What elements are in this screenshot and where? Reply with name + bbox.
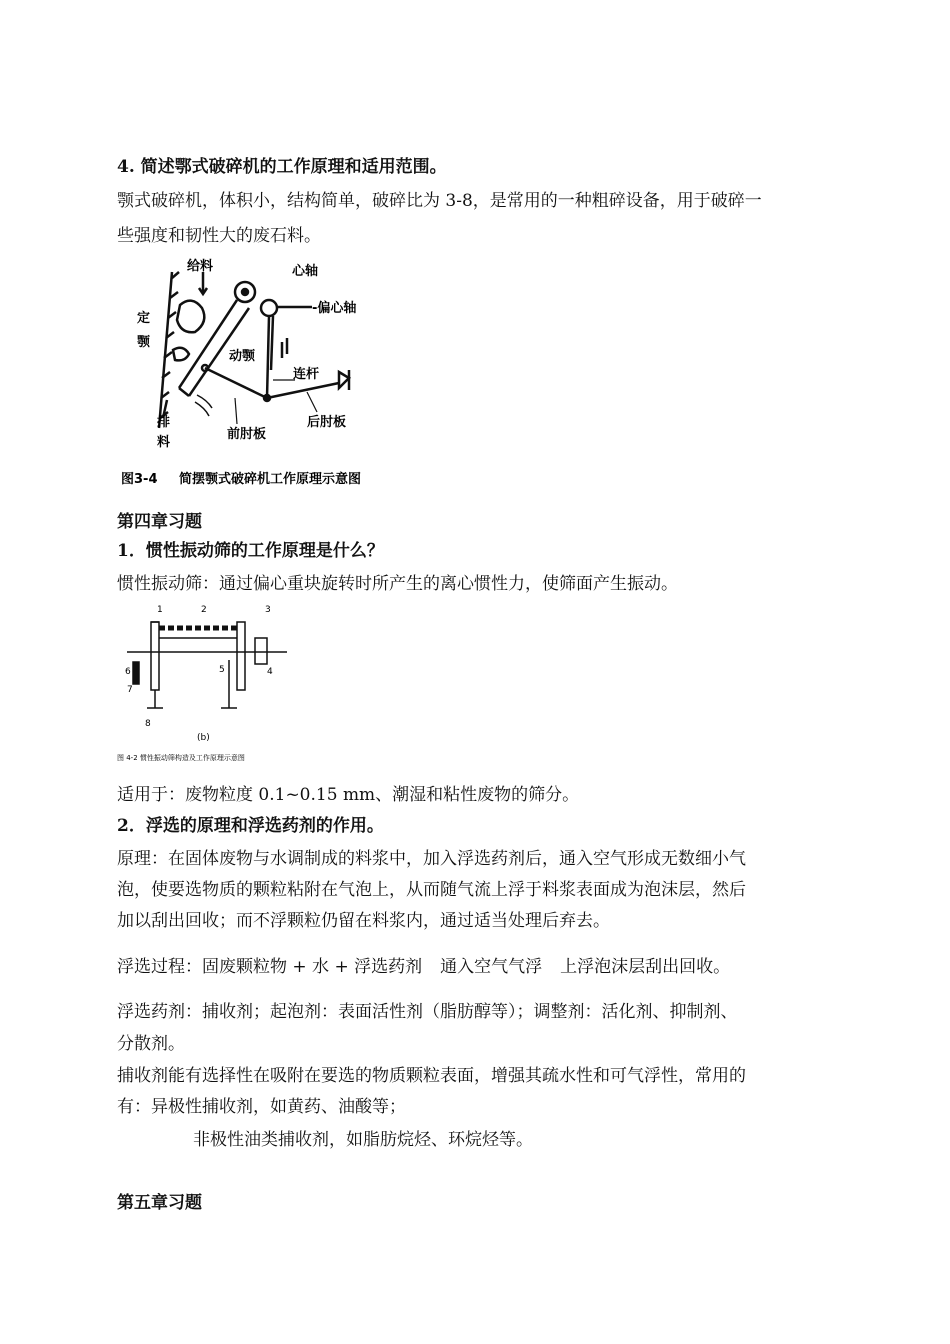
- jaw-crusher-figure: [117, 250, 417, 490]
- fig42-subfigure-label: (b): [197, 733, 210, 743]
- figure-4-2-caption: 图 4-2 惯性振动筛构造及工作原理示意图: [117, 754, 245, 762]
- fig42-num-2: 2: [201, 605, 207, 615]
- ch4-applicable-range: 适用于：废物粒度 0.1~0.15 mm、潮湿和粘性废物的筛分。: [117, 785, 580, 805]
- principle-line-3: 加以刮出回收；而不浮颗粒仍留在料浆内，通过适当处理后弃去。: [117, 911, 610, 931]
- agents-line-1: 浮选药剂：捕收剂；起泡剂：表面活性剂（脂肪醇等）；调整剂：活化剂、抑制剂、: [117, 1002, 738, 1022]
- principle-line-2: 泡，使要选物质的颗粒粘附在气泡上，从而随气流上浮于料浆表面成为泡沫层，然后: [117, 880, 746, 900]
- label-feed: 给料: [187, 259, 214, 274]
- collector-line-1: 捕收剂能有选择性在吸附在要选的物质颗粒表面，增强其疏水性和可气浮性，常用的: [117, 1066, 746, 1086]
- q4-title: 4. 简述鄂式破碎机的工作原理和适用范围。: [117, 157, 447, 177]
- flotation-process: [117, 957, 730, 977]
- chapter-5-title: 第五章习题: [117, 1193, 202, 1213]
- vibrating-screen-figure: [117, 600, 297, 765]
- flotation-process-step-3: 上浮泡沫层刮出回收。: [560, 957, 731, 977]
- flotation-process-step-1: 浮选过程：固废颗粒物 + 水 + 浮选药剂: [117, 957, 423, 977]
- fig42-num-3: 3: [265, 605, 271, 615]
- fig42-num-5: 5: [219, 665, 225, 675]
- label-rear-toggle: 后肘板: [307, 415, 347, 430]
- fig42-num-7: 7: [127, 685, 133, 695]
- label-shaft: 心轴: [292, 264, 319, 279]
- jaw-crusher-diagram: [117, 250, 417, 490]
- chapter-4-title: 第四章习题: [117, 512, 202, 532]
- fig42-num-4: 4: [267, 667, 273, 677]
- vibrating-screen-diagram: [117, 600, 297, 765]
- figure-3-4-caption: 简摆颚式破碎机工作原理示意图: [179, 472, 362, 487]
- fig42-num-6: 6: [125, 667, 131, 677]
- label-fixed-jaw-1: 定: [137, 311, 151, 326]
- figure-3-4-number: 图3-4: [121, 472, 158, 487]
- label-connecting-rod: 连杆: [293, 367, 320, 382]
- label-eccentric-shaft: -偏心轴: [312, 301, 357, 316]
- label-discharge-1: 排: [157, 415, 171, 430]
- label-discharge-2: 料: [157, 435, 171, 450]
- principle-line-1: 原理：在固体废物与水调制成的料浆中，加入浮选药剂后，通入空气形成无数细小气: [117, 849, 746, 869]
- fig42-num-1: 1: [157, 605, 163, 615]
- fig42-num-8: 8: [145, 719, 151, 729]
- q4-answer-line-1: 颚式破碎机，体积小，结构简单，破碎比为 3-8，是常用的一种粗碎设备，用于破碎一: [117, 191, 762, 211]
- label-fixed-jaw-2: 颚: [137, 335, 151, 350]
- q4-answer-line-2: 些强度和韧性大的废石料。: [117, 226, 321, 246]
- ch4-question-1: 1．惯性振动筛的工作原理是什么？: [117, 541, 384, 561]
- label-front-toggle: 前肘板: [227, 427, 267, 442]
- label-moving-jaw: 动颚: [229, 349, 256, 364]
- ch4-answer-1: 惯性振动筛：通过偏心重块旋转时所产生的离心惯性力，使筛面产生振动。: [117, 574, 678, 594]
- flotation-process-step-2: 通入空气气浮: [440, 957, 543, 977]
- collector-line-3: 非极性油类捕收剂，如脂肪烷烃、环烷烃等。: [193, 1130, 533, 1150]
- collector-line-2: 有：异极性捕收剂，如黄药、油酸等；: [117, 1097, 406, 1117]
- agents-line-2: 分散剂。: [117, 1034, 185, 1054]
- ch4-question-2: 2．浮选的原理和浮选药剂的作用。: [117, 816, 384, 836]
